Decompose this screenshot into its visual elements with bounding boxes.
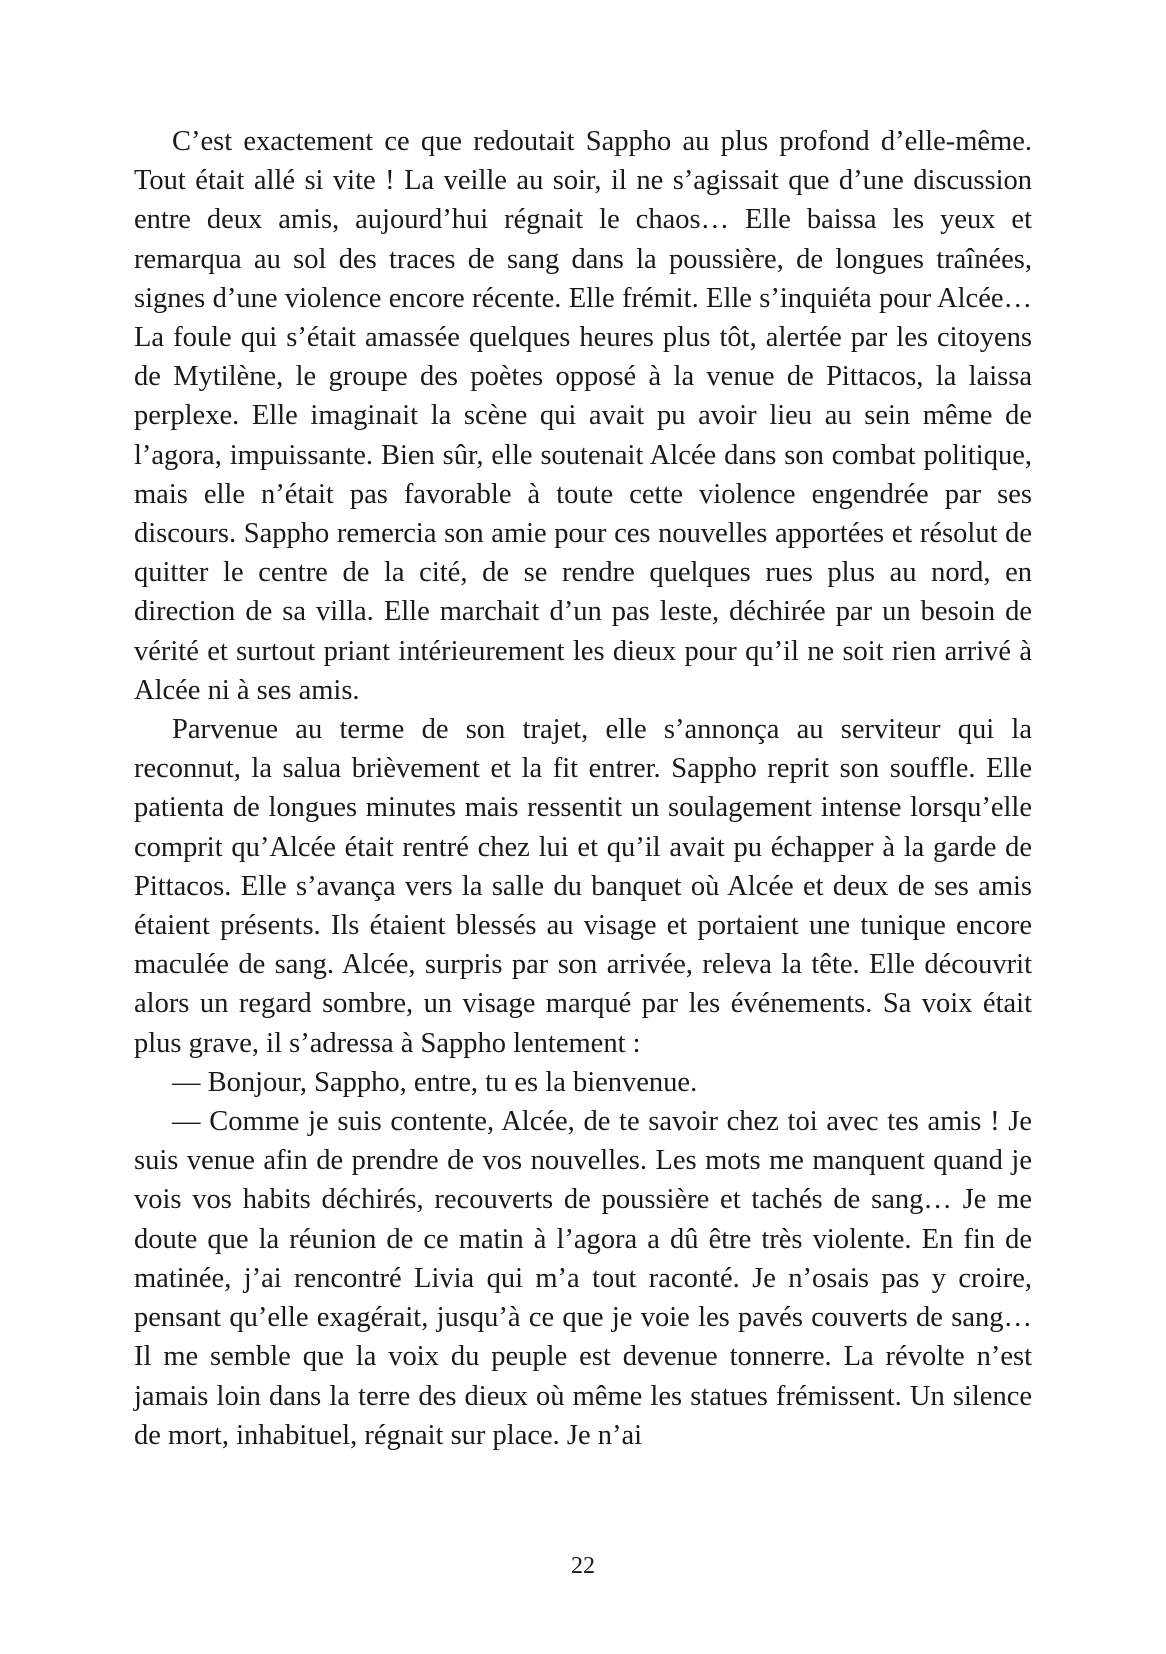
page-number: 22: [571, 1553, 595, 1579]
body-text: [134, 122, 1032, 1455]
paragraph-2: Parvenue au terme de son trajet, elle s’annonça au serviteur qui la reconnut, la salua brièvement et la fit entrer. Sappho reprit son souffle. Elle patienta de longues minutes mais ressentit un soulagement intense lorsqu’elle comprit qu’Alcée était rentré chez lui et qu’il avait pu échapper à la garde de Pittacos. Elle s’avança vers la salle du banquet où Alcée et deux de ses amis étaient présents. Ils étaient blessés au visage et portaient une tunique encore maculée de sang. Alcée, surpris par son arrivée, releva la tête. Elle découvrit alors un regard sombre, un visage marqué par les événements. Sa voix était plus grave, il s’adressa à Sappho lentement :: [134, 714, 1032, 1059]
dialogue-line-1: — Bonjour, Sappho, entre, tu es la bienvenue.: [172, 1066, 698, 1098]
paragraph-1: C’est exactement ce que redoutait Sappho au plus profond d’elle-même. Tout était allé si vite ! La veille au soir, il ne s’agissait que d’une discussion entre deux amis, aujourd’hui régnait le chaos… Elle baissa les yeux et remarqua au sol des traces de sang dans la poussière, de longues traînées, signes d’une violence encore récente. Elle frémit. Elle s’inquiéta pour Alcée… La foule qui s’était amassée quelques heures plus tôt, alertée par les citoyens de Mytilène, le groupe des poètes opposé à la venue de Pittacos, la laissa perplexe. Elle imaginait la scène qui avait pu avoir lieu au sein même de l’agora, impuissante. Bien sûr, elle soutenait Alcée dans son combat politique, mais elle n’était pas favorable à toute cette violence engendrée par ses discours. Sappho remercia son amie pour ces nouvelles apportées et résolut de quitter le centre de la cité, de se rendre quelques rues plus au nord, en direction de sa villa. Elle marchait d’un pas leste, déchirée par un besoin de vérité et surtout priant intérieurement les dieux pour qu’il ne soit rien arrivé à Alcée ni à ses amis.: [134, 126, 1032, 706]
dialogue-line-2: — Comme je suis contente, Alcée, de te savoir chez toi avec tes amis ! Je suis venue afin de prendre de vos nouvelles. Les mots me manquent quand je vois vos habits déchirés, recouverts de poussière et tachés de sang… Je me doute que la réunion de ce matin à l’agora a dû être très violente. En fin de matinée, j’ai rencontré Livia qui m’a tout raconté. Je n’osais pas y croire, pensant qu’elle exagérait, jusqu’à ce que je voie les pavés couverts de sang… Il me semble que la voix du peuple est devenue tonnerre. La révolte n’est jamais loin dans la terre des dieux où même les statues frémissent. Un silence de mort, inhabituel, régnait sur place. Je n’ai: [134, 1106, 1032, 1451]
